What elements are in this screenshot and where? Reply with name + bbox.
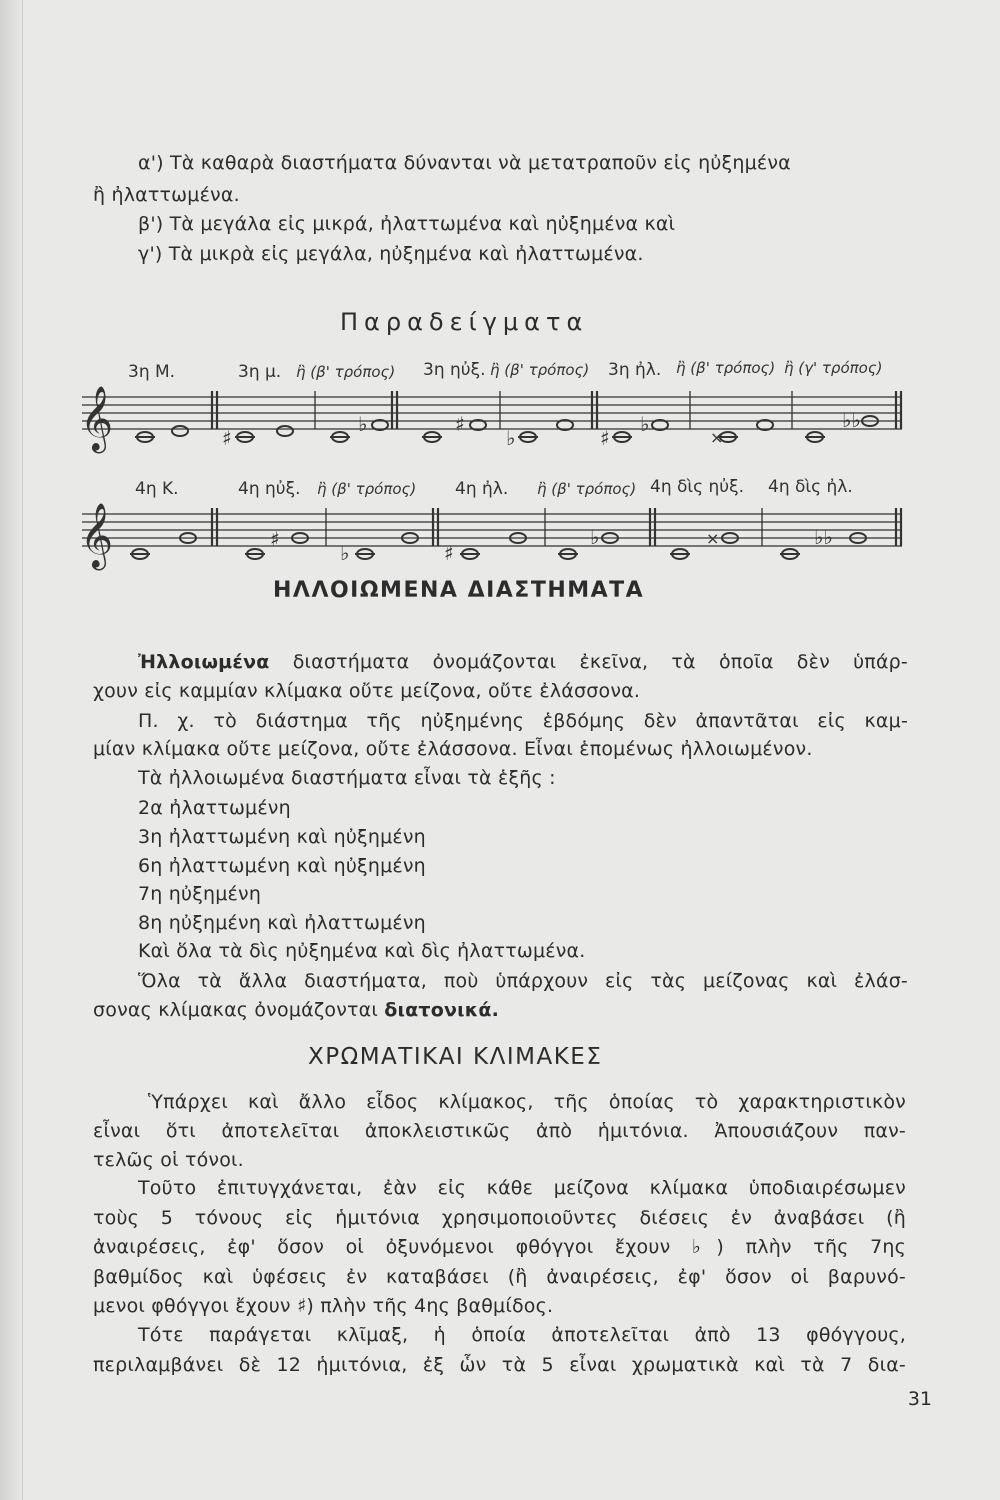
chromatic-line-10: περιλαμβάνει δὲ 12 ἡμιτόνια, ἐξ ὧν τὰ 5 εἶναι χρωματικὰ καὶ τὰ 7 δια- bbox=[93, 1354, 906, 1376]
altered-example-1: Π. χ. τὸ διάστημα τῆς ηὐξημένης ἑβδόμης δὲν ἀπαντᾶται εἰς καμ- bbox=[138, 710, 908, 732]
svg-text:×: × bbox=[706, 529, 720, 548]
chromatic-line-8: μενοι φθόγγοι ἔχουν ♯) πλὴν τῆς 4ης βαθμίδος. bbox=[93, 1295, 554, 1317]
list-item: 6η ἠλαττωμένη καὶ ηὐξημένη bbox=[138, 855, 426, 877]
chromatic-line-5: τοὺς 5 τόνους εἰς ἡμιτόνια χρησιμοποιοῦντες διέσεις ἐν ἀναβάσει (ἢ bbox=[93, 1207, 906, 1229]
staff1-label-7: ἢ (β' τρόπος) bbox=[676, 359, 776, 377]
chromatic-scales-heading: ΧΡΩΜΑΤΙΚΑΙ ΚΛΙΜΑΚΕΣ bbox=[308, 1044, 603, 1070]
treble-clef-icon: 𝄞 bbox=[80, 386, 114, 451]
chromatic-line-7: βαθμίδος καὶ ὑφέσεις ἐν καταβάσει (ἢ ἀναιρέσεις, ἐφ' ὅσον οἱ βαρυνό- bbox=[93, 1266, 906, 1288]
altered-definition: Ἠλλοιωμένα διαστήματα ὀνομάζονται ἐκεῖνα, τὰ ὁποῖα δὲν ὑπάρ- bbox=[138, 651, 908, 673]
chromatic-line-9: Τότε παράγεται κλῖμαξ, ἡ ὁποία ἀποτελεῖται ἀπὸ 13 φθόγγους, bbox=[138, 1324, 906, 1346]
page-edge bbox=[0, 0, 23, 1500]
svg-text:♭: ♭ bbox=[590, 525, 600, 549]
staff1-label-6: 3η ἠλ. bbox=[608, 360, 662, 380]
staff1-label-8: ἢ (γ' τρόπος) bbox=[784, 359, 883, 377]
diatonic-line-1: Ὅλα τὰ ἄλλα διαστήματα, ποὺ ὑπάρχουν εἰς τὰς μείζονας καὶ ἐλάσ- bbox=[138, 970, 908, 992]
music-staff-1 bbox=[0, 345, 1000, 465]
svg-text:♭: ♭ bbox=[340, 541, 350, 565]
chromatic-line-6: ἀναιρέσεις, ἐφ' ὅσον οἱ ὀξυνόμενοι φθόγγοι ἔχουν ♭) πλὴν τῆς 7ης bbox=[93, 1236, 906, 1258]
altered-term: Ἠλλοιωμένα bbox=[138, 651, 270, 673]
staff1-label-3: ἢ (β' τρόπος) bbox=[296, 363, 396, 381]
svg-text:♯: ♯ bbox=[222, 426, 232, 450]
svg-text:♯: ♯ bbox=[600, 426, 610, 450]
music-staff-2 bbox=[0, 462, 1000, 582]
intro-line-3: β') Τὰ μεγάλα εἰς μικρά, ἠλαττωμένα καὶ ηὐξημένα καὶ bbox=[138, 213, 676, 235]
page-number: 31 bbox=[907, 1388, 932, 1410]
svg-text:♭: ♭ bbox=[640, 412, 650, 436]
intro-line-4: γ') Τὰ μικρὰ εἰς μεγάλα, ηὐξημένα καὶ ἠλαττωμένα. bbox=[138, 243, 644, 265]
list-item: 2α ἠλαττωμένη bbox=[138, 797, 291, 819]
svg-text:♯: ♯ bbox=[455, 412, 465, 436]
treble-clef-icon: 𝄞 bbox=[80, 503, 114, 568]
staff1-label-4: 3η ηὐξ. bbox=[423, 360, 486, 380]
staff1-label-5: ἢ (β' τρόπος) bbox=[490, 361, 590, 379]
svg-text:♭♭: ♭♭ bbox=[814, 525, 833, 549]
altered-definition-2: χουν εἰς καμμίαν κλίμακα οὔτε μείζονα, οὔτε ἐλάσσονα. bbox=[93, 680, 641, 702]
diatonic-term: διατονικά. bbox=[384, 999, 500, 1021]
staff1-label-2: 3η μ. bbox=[238, 362, 282, 382]
list-item: 3η ἠλαττωμένη καὶ ηὐξημένη bbox=[138, 826, 426, 848]
chromatic-line-3: τελῶς οἱ τόνοι. bbox=[93, 1149, 244, 1171]
staff2-label-6: 4η δὶς ηὐξ. bbox=[650, 477, 745, 497]
altered-list-intro: Τὰ ἠλλοιωμένα διαστήματα εἶναι τὰ ἑξῆς : bbox=[138, 767, 556, 789]
list-item: Καὶ ὅλα τὰ δὶς ηὐξημένα καὶ δὶς ἠλαττωμένα. bbox=[138, 940, 586, 962]
altered-example-2: μίαν κλίμακα οὔτε μείζονα, οὔτε ἐλάσσονα. Εἶναι ἑπομένως ἠλλοιωμένον. bbox=[93, 738, 813, 760]
svg-text:♭: ♭ bbox=[506, 426, 516, 450]
altered-intervals-heading: ΗΛΛΟΙΩΜΕΝΑ ΔΙΑΣΤΗΜΑΤΑ bbox=[273, 578, 645, 603]
list-item: 8η ηὐξημένη καὶ ἠλαττωμένη bbox=[138, 912, 426, 934]
svg-text:×: × bbox=[710, 428, 724, 447]
svg-text:♯: ♯ bbox=[444, 541, 454, 565]
diatonic-line-2: σονας κλίμακας ὀνομάζονται διατονικά. bbox=[93, 999, 500, 1021]
svg-text:♭♭: ♭♭ bbox=[842, 408, 861, 432]
staff2-label-3: ἢ (β' τρόπος) bbox=[317, 480, 417, 498]
chromatic-line-4: Τοῦτο ἐπιτυγχάνεται, ἐὰν εἰς κάθε μείζονα κλίμακα ὑποδιαιρέσωμεν bbox=[138, 1177, 906, 1199]
examples-title: Παραδείγματα bbox=[340, 308, 589, 336]
staff2-label-7: 4η δὶς ἠλ. bbox=[768, 477, 853, 497]
staff2-label-4: 4η ἠλ. bbox=[455, 479, 509, 499]
staff2-label-5: ἢ (β' τρόπος) bbox=[537, 480, 637, 498]
staff2-label-2: 4η ηὐξ. bbox=[238, 479, 301, 499]
staff1-label-1: 3η Μ. bbox=[128, 362, 176, 382]
intro-line-2: ἢ ἠλαττωμένα. bbox=[93, 184, 240, 206]
svg-text:♭: ♭ bbox=[358, 412, 368, 436]
list-item: 7η ηὐξημένη bbox=[138, 883, 262, 905]
intro-line-1: α') Τὰ καθαρὰ διαστήματα δύνανται νὰ μετατραποῦν εἰς ηὐξημένα bbox=[138, 152, 791, 174]
chromatic-line-1: Ὑπάρχει καὶ ἄλλο εἶδος κλίμακος, τῆς ὁποίας τὸ χαρακτηριστικὸν bbox=[148, 1091, 906, 1113]
staff2-label-1: 4η Κ. bbox=[135, 479, 179, 499]
svg-text:♯: ♯ bbox=[270, 527, 280, 551]
chromatic-line-2: εἶναι ὅτι ἀποτελεῖται ἀποκλειστικῶς ἀπὸ ἡμιτόνια. Ἀπουσιάζουν παν- bbox=[93, 1120, 906, 1142]
